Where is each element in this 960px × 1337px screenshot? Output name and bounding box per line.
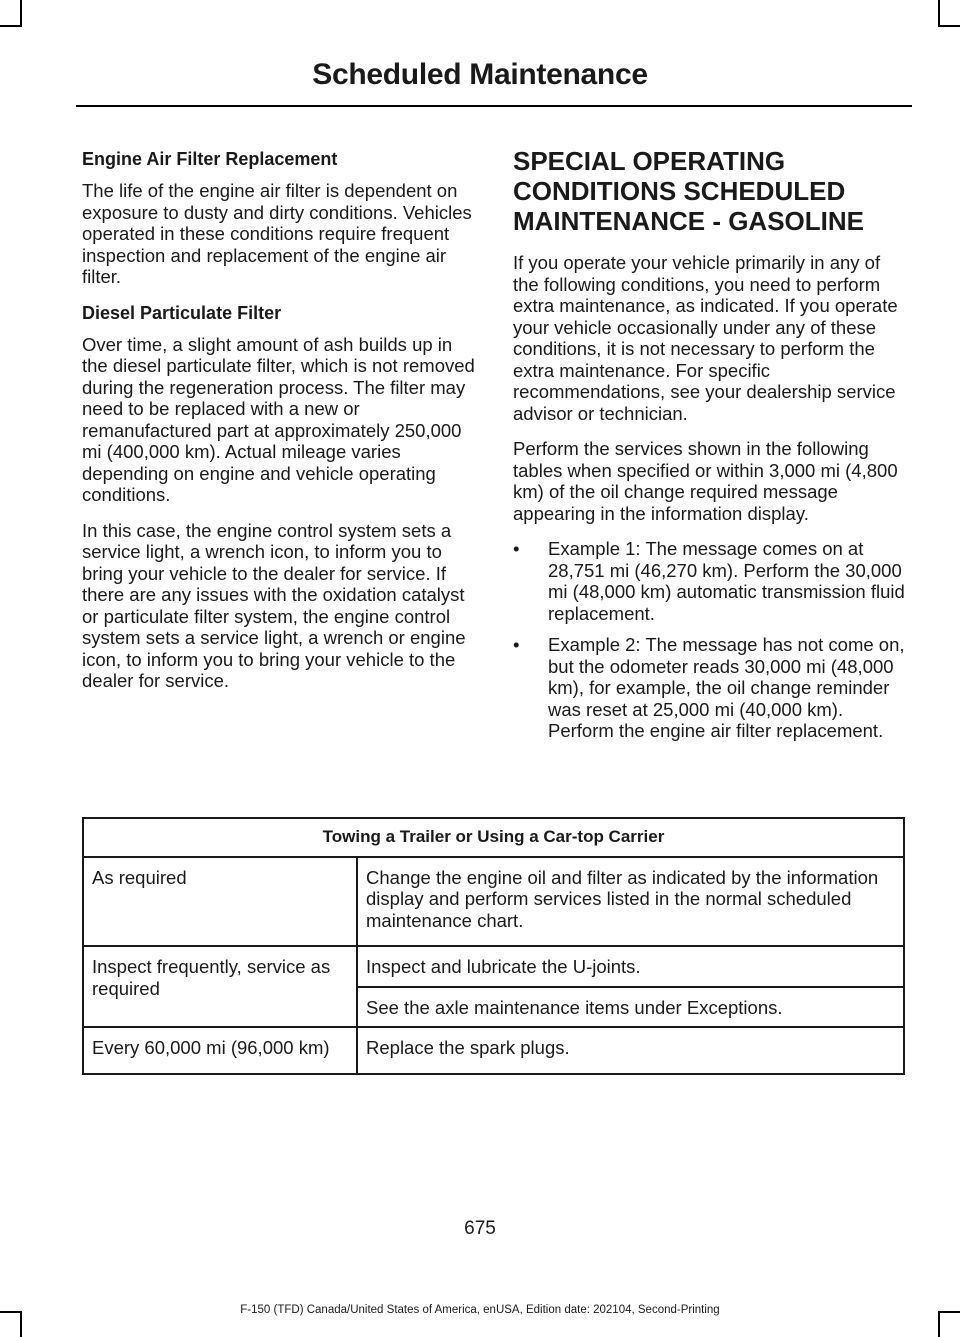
crop-mark-top-left-h (0, 25, 22, 27)
heading-line-2: CONDITIONS SCHEDULED (513, 176, 846, 206)
table-cell-interval: Every 60,000 mi (96,000 km) (83, 1027, 357, 1074)
table-row (83, 1027, 904, 1074)
special-conditions-paragraph-1: If you operate your vehicle primarily in any of the following conditions, you need to perform extra maintenance, as indicated. If you operate your vehicle occasionally under any of these conditions, it is not necessary to perform the extra maintenance. For specific recommendations, see your dealership service advisor or technician. (513, 252, 898, 424)
special-conditions-paragraph-2: Perform the services shown in the following tables when specified or within 3,000 mi (4,800 km) of the oil change required message appearing in the information display. (513, 438, 898, 524)
table-cell-task: Change the engine oil and filter as indicated by the information display and perform services listed in the normal scheduled maintenance chart. (357, 857, 904, 947)
towing-maintenance-table (82, 817, 905, 1075)
crop-mark-top-right-h (938, 25, 960, 27)
bullet: • (513, 538, 520, 559)
crop-mark-top-right-v (938, 0, 940, 26)
page-number: 675 (464, 1218, 496, 1239)
examples-list (513, 538, 909, 742)
table-title: Towing a Trailer or Using a Car-top Carrier (83, 818, 904, 857)
table-cell-task: Replace the spark plugs. (357, 1027, 904, 1074)
table-cell-interval: As required (83, 857, 357, 947)
table-row (83, 946, 904, 987)
engine-air-filter-heading: Engine Air Filter Replacement (82, 149, 338, 169)
diesel-particulate-filter-paragraph-2: In this case, the engine control system sets a service light, a wrench icon, to inform you to bring your vehicle to the dealer for service. If there are any issues with the oxidation catalyst or particulate filter system, the engine control system sets a service light, a wrench or engine icon, to inform you to bring your vehicle to the dealer for service. (82, 519, 466, 691)
heading-line-1: SPECIAL OPERATING (513, 146, 786, 176)
right-column (513, 146, 909, 752)
list-item (513, 538, 909, 624)
special-conditions-heading (513, 146, 909, 236)
table-row (83, 857, 904, 947)
heading-line-3: MAINTENANCE - GASOLINE (513, 206, 864, 236)
table-header-row (83, 818, 904, 857)
engine-air-filter-paragraph: The life of the engine air filter is dependent on exposure to dusty and dirty conditions. Vehicles operated in these conditions require frequent inspection and replacement of the engine air filter. (82, 180, 472, 287)
header-divider (76, 105, 912, 107)
list-item-text: Example 2: The message has not come on, but the odometer reads 30,000 mi (48,000 km), for example, the oil change reminder was reset at 25,000 mi (40,000 km). Perform the engine air filter replacement. (548, 634, 905, 741)
table-cell-task: Inspect and lubricate the U-joints. (357, 946, 904, 987)
table-cell-task: See the axle maintenance items under Exceptions. (357, 987, 904, 1028)
edition-footer: F-150 (TFD) Canada/United States of America, enUSA, Edition date: 202104, Second-Printing (240, 1304, 720, 1316)
list-item-text: Example 1: The message comes on at 28,751 mi (46,270 km). Perform the 30,000 mi (48,000 km) automatic transmission fluid replacement. (548, 538, 905, 624)
crop-mark-top-left-v (20, 0, 22, 26)
diesel-particulate-filter-paragraph-1: Over time, a slight amount of ash builds up in the diesel particulate filter, which is not removed during the regeneration process. The filter may need to be replaced with a new or remanufactured part at approximately 250,000 mi (400,000 km). Actual mileage varies depending on engine and vehicle operating conditions. (82, 333, 475, 505)
bullet: • (513, 634, 520, 655)
diesel-particulate-filter-heading: Diesel Particulate Filter (82, 302, 282, 323)
left-column (82, 148, 480, 706)
page-title: Scheduled Maintenance (312, 58, 648, 91)
list-item (513, 634, 909, 742)
table-cell-interval: Inspect frequently, service as required (83, 946, 357, 1027)
